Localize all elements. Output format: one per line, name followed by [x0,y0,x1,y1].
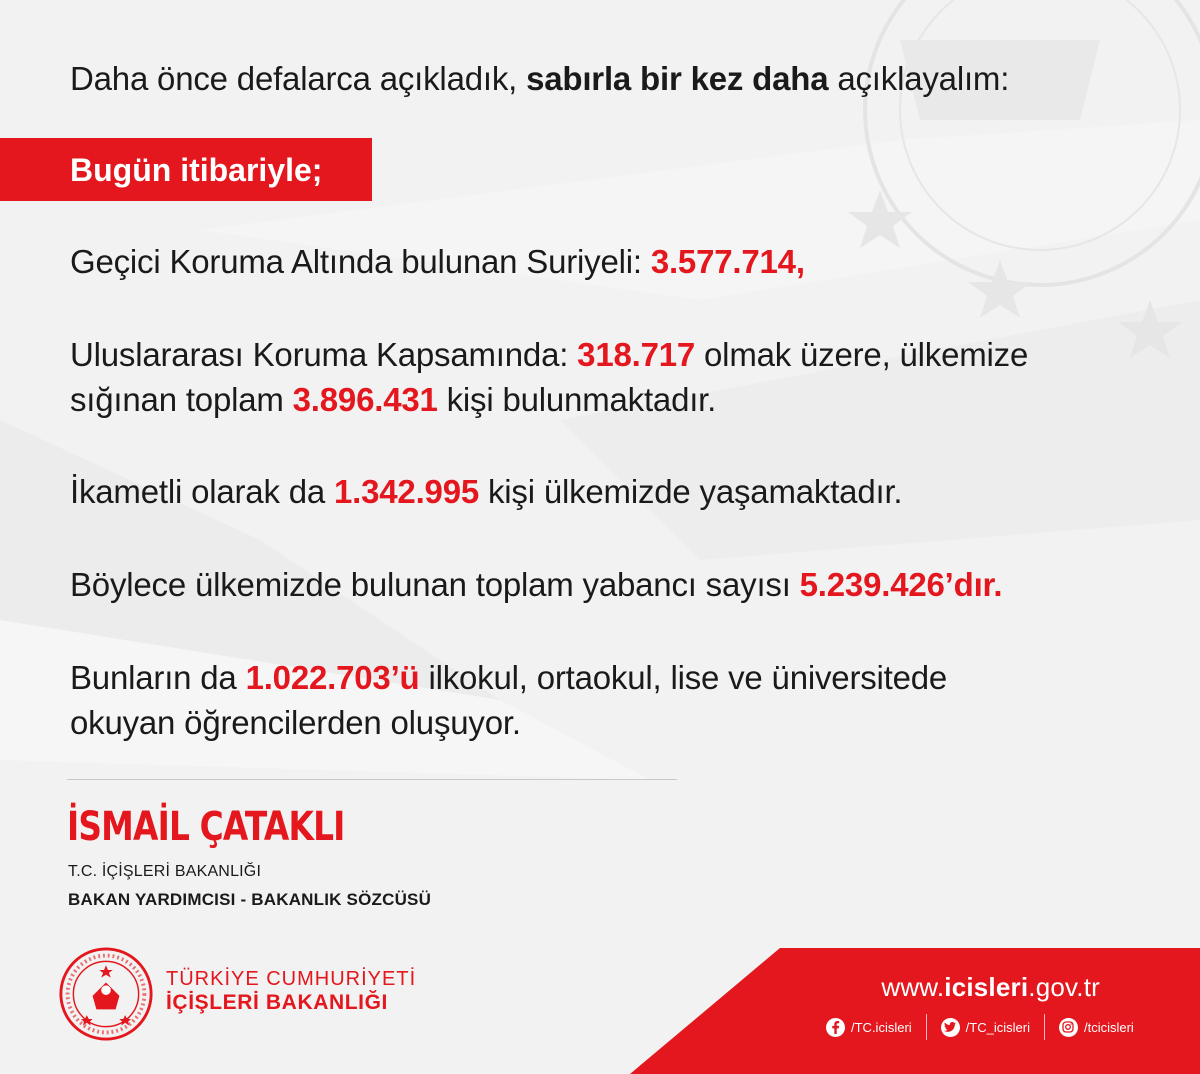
stat-value: 3.577.714, [650,243,805,280]
stat-value: 1.022.703’ü [245,659,420,696]
spokesperson-role: BAKAN YARDIMCISI - BAKANLIK SÖZCÜSÜ [68,890,432,909]
stat-label: İkametli olarak da [70,473,326,510]
social-separator [1044,1014,1045,1040]
stat-students-continued [70,701,521,745]
twitter-icon [941,1018,960,1037]
stat-international-protection [70,333,1028,377]
facebook-icon [826,1018,845,1037]
spokesperson-org: T.C. İÇİŞLERİ BAKANLIĞI [68,863,262,880]
instagram-link[interactable] [1059,1018,1134,1037]
stat-label: Bunların da [70,659,237,696]
twitter-handle: /TC_icisleri [965,1019,1030,1035]
website-link[interactable] [881,972,1100,1003]
stat-residence-permit [70,470,902,514]
signature-divider [67,779,677,780]
twitter-link[interactable] [941,1018,1030,1037]
ministry-name-line2: İÇİŞLERİ BAKANLIĞI [166,991,388,1014]
ribbon-label: Bugün itibariyle; [70,152,323,188]
social-links [826,1013,1134,1041]
stat-label: Böylece ülkemizde bulunan toplam yabancı sayısı [70,566,791,603]
stat-suffix: kişi ülkemizde yaşamaktadır. [487,473,903,510]
stat-label: Geçici Koruma Altında bulunan Suriyeli: [70,243,642,280]
stat-label: Uluslararası Koruma Kapsamında: [70,336,569,373]
spokesperson-name: İSMAİL ÇATAKLI [67,804,345,850]
date-ribbon [0,138,372,201]
stat-suffix: ilkokul, ortaokul, lise ve üniversitede [428,659,948,696]
instagram-icon [1059,1018,1078,1037]
stat-total-foreigners [70,563,1002,607]
stat-suffix: kişi bulunmaktadır. [446,381,717,418]
intro-before: Daha önce defalarca açıkladık, [70,60,518,97]
instagram-handle: /tcicisleri [1083,1019,1134,1035]
stat-temporary-protection [70,240,805,284]
ministry-seal-icon [58,946,154,1042]
stat-students [70,656,947,700]
intro-emphasis: sabırla bir kez daha [526,60,829,97]
stat-value: 1.342.995 [334,473,480,510]
website-suffix: .gov.tr [1028,972,1100,1002]
stat-total-refugees [70,378,716,422]
footer-banner [630,948,1200,1074]
stat-suffix: olmak üzere, ülkemize [704,336,1029,373]
social-separator [926,1014,927,1040]
facebook-handle: /TC.icisleri [851,1019,912,1035]
stat-value: 318.717 [577,336,696,373]
ministry-name-line1: TÜRKİYE CUMHURİYETİ [166,968,417,990]
intro-text [70,57,1009,101]
stat-label: okuyan öğrencilerden oluşuyor. [70,704,521,741]
intro-after: açıklayalım: [837,60,1010,97]
stat-value: 5.239.426’dır. [799,566,1003,603]
stat-label: sığınan toplam [70,381,284,418]
stat-value: 3.896.431 [292,381,438,418]
website-prefix: www. [881,972,945,1002]
facebook-link[interactable] [826,1018,912,1037]
website-domain: icisleri [944,972,1029,1002]
